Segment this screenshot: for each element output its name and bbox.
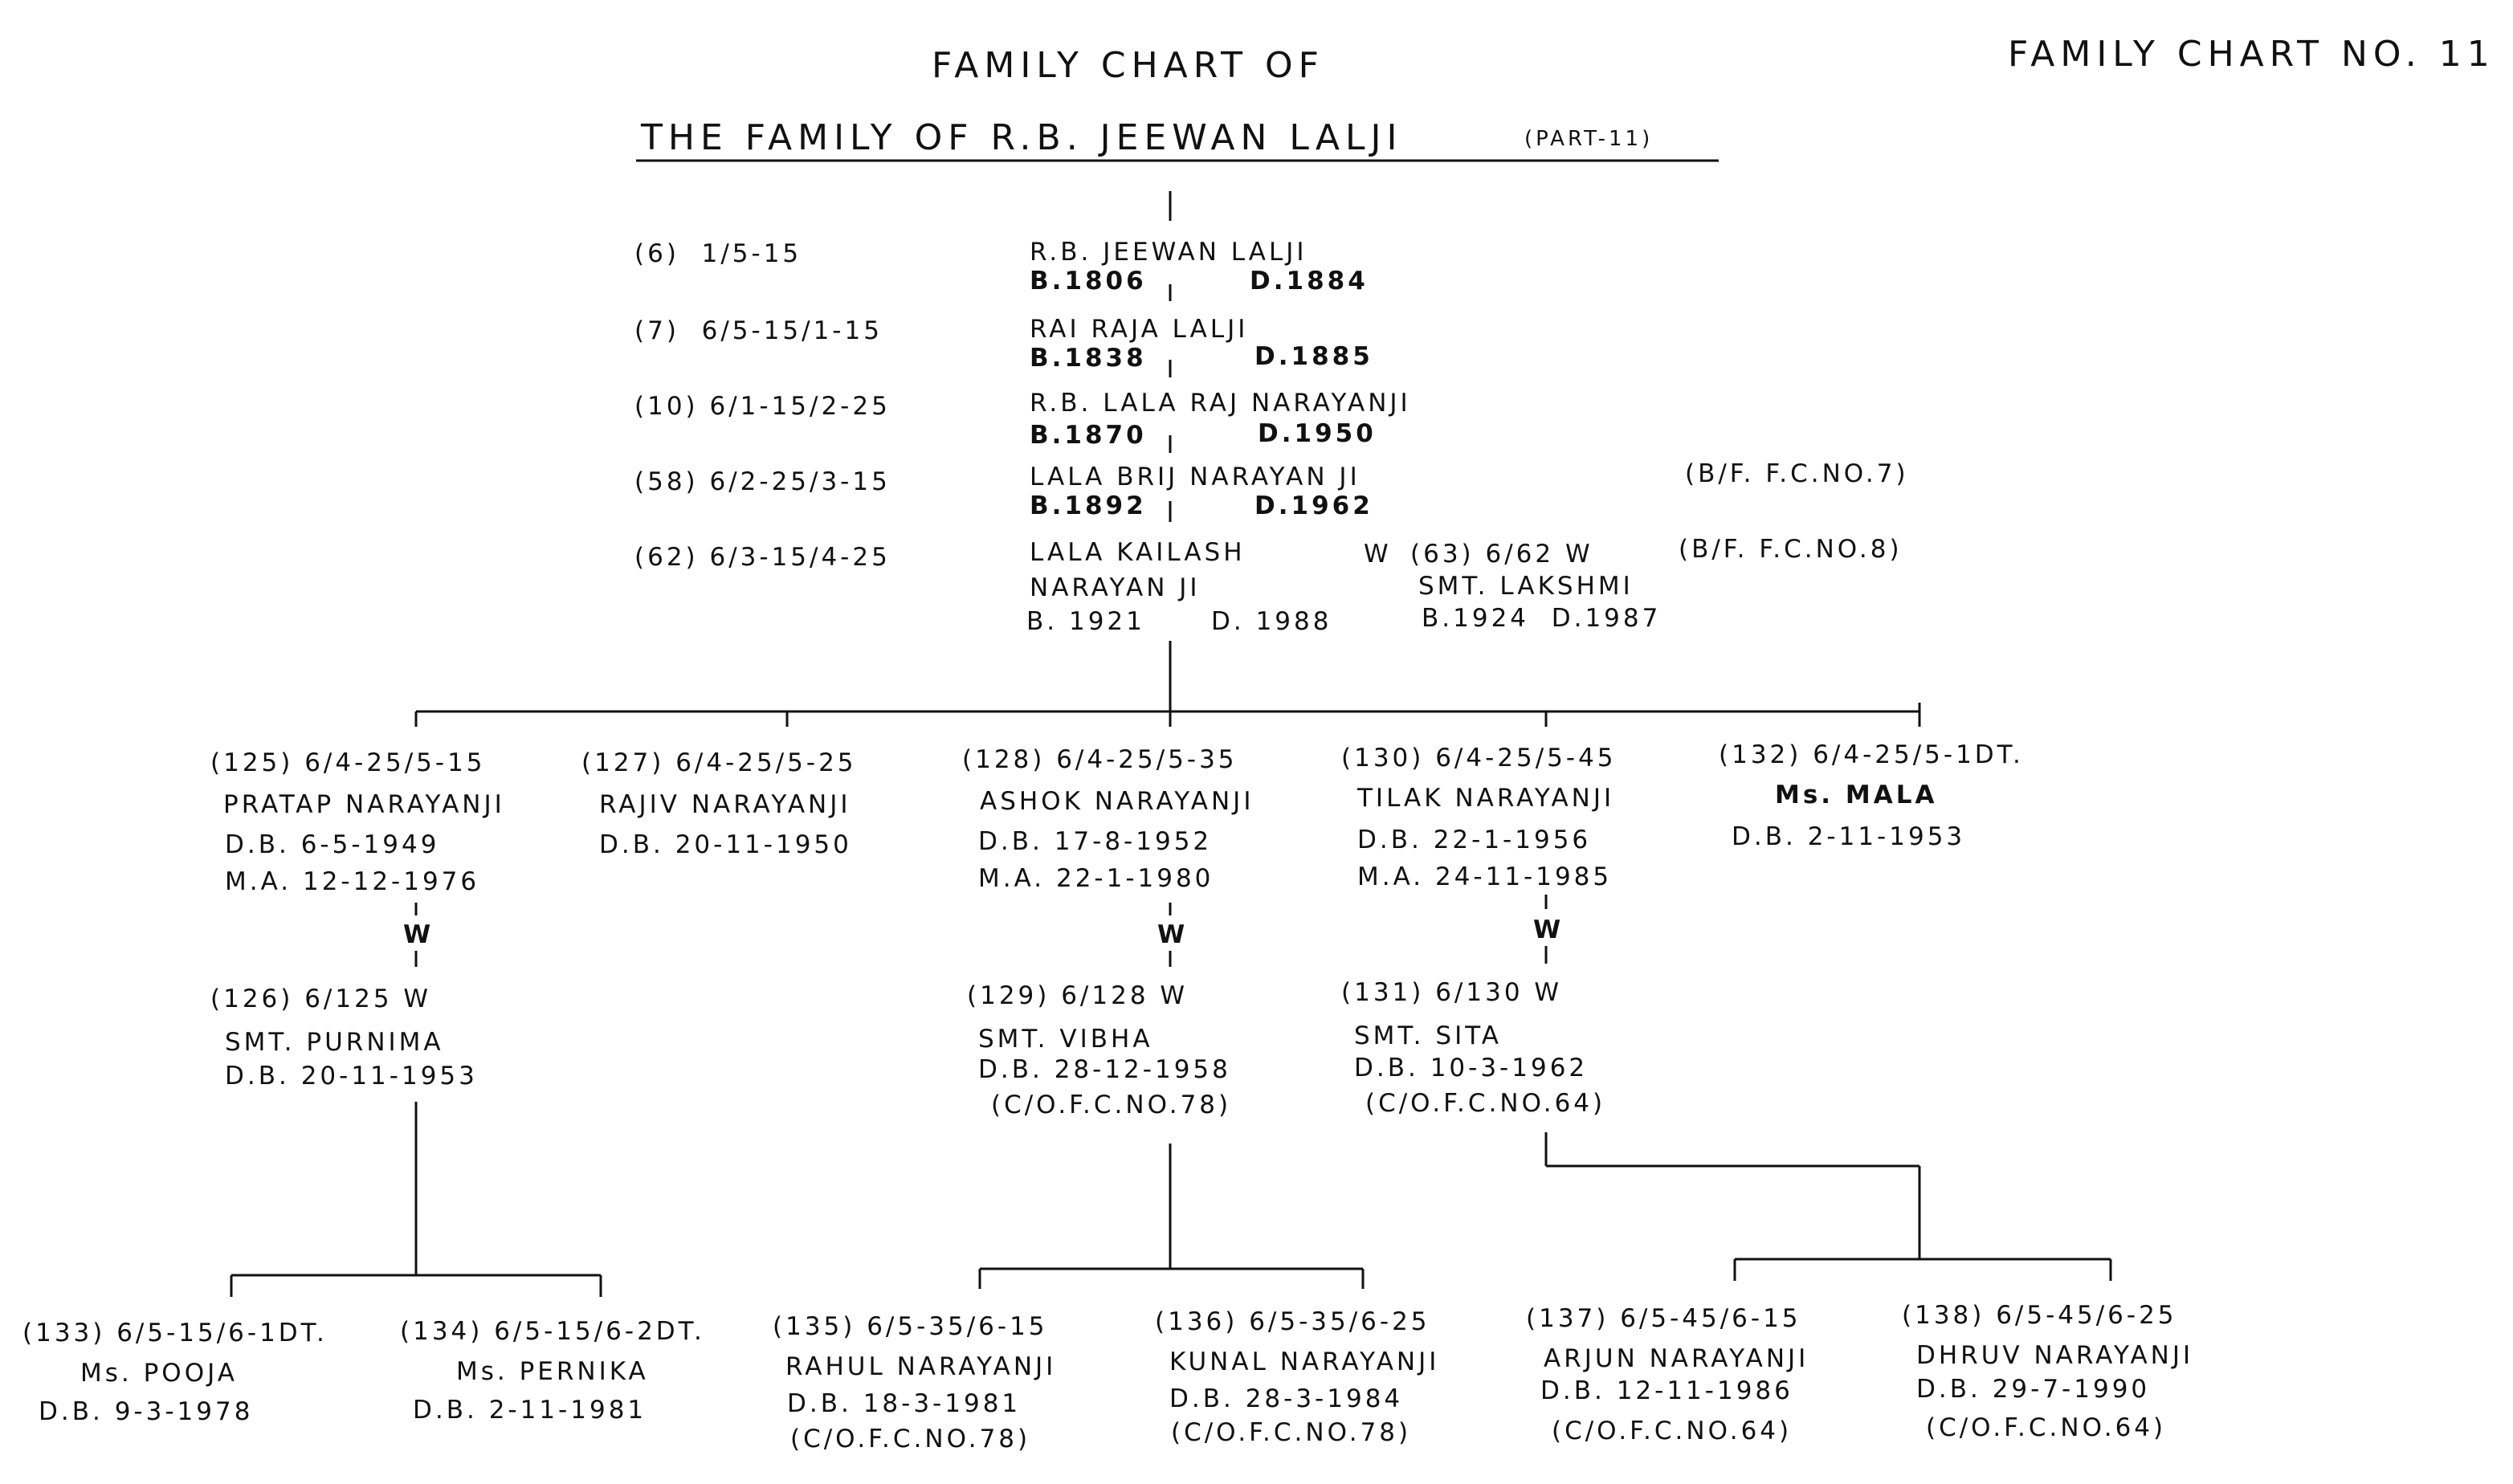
- kailash-code: (62) 6/3-15/4-25: [634, 543, 891, 572]
- child-name: ASHOK NARAYANJI: [980, 787, 1254, 816]
- lineage-died: D.1950: [1258, 419, 1377, 448]
- grandchild-code: (136) 6/5-35/6-25: [1155, 1307, 1430, 1336]
- grandchild-name: ARJUN NARAYANJI: [1544, 1344, 1809, 1373]
- grandchild-name: DHRUV NARAYANJI: [1916, 1341, 2194, 1370]
- lineage-died: D.1884: [1250, 267, 1369, 296]
- child-dob: D.B. 17-8-1952: [978, 827, 1213, 856]
- grandchild-name: KUNAL NARAYANJI: [1169, 1347, 1440, 1376]
- child-name: Ms. MALA: [1775, 781, 1938, 809]
- wife-marker: W: [1364, 540, 1392, 569]
- lineage-born: B.1892: [1030, 491, 1147, 520]
- wife-marker: W: [403, 920, 434, 949]
- child-code: (128) 6/4-25/5-35: [962, 745, 1238, 774]
- grandchild-name: Ms. PERNIKA: [456, 1357, 649, 1386]
- child-dob: D.B. 6-5-1949: [225, 830, 440, 859]
- lineage-reference: (B/F. F.C.NO.7): [1685, 459, 1909, 488]
- spouse-reference: (C/O.F.C.NO.78): [991, 1091, 1232, 1119]
- grandchild-code: (137) 6/5-45/6-15: [1526, 1304, 1801, 1333]
- grandchild-code: (135) 6/5-35/6-15: [773, 1312, 1048, 1341]
- chart-title-line2: THE FAMILY OF R.B. JEEWAN LALJI: [641, 117, 1403, 158]
- child-dob: D.B. 2-11-1953: [1732, 822, 1966, 851]
- lineage-code: (58) 6/2-25/3-15: [634, 467, 891, 496]
- lineage-born: B.1838: [1030, 344, 1147, 373]
- child-dob: D.B. 22-1-1956: [1357, 826, 1592, 854]
- kailash-name-line2: NARAYAN JI: [1030, 573, 1201, 602]
- grandchild-code: (134) 6/5-15/6-2DT.: [400, 1317, 705, 1346]
- grandchild-reference: (C/O.F.C.NO.78): [790, 1425, 1031, 1453]
- spouse-dob: D.B. 20-11-1953: [225, 1062, 478, 1091]
- child-code: (132) 6/4-25/5-1DT.: [1719, 740, 2024, 769]
- child-code: (127) 6/4-25/5-25: [581, 748, 857, 777]
- grandchild-reference: (C/O.F.C.NO.64): [1552, 1417, 1793, 1445]
- grandchild-reference: (C/O.F.C.NO.78): [1171, 1418, 1412, 1447]
- wife-marker: W: [1533, 915, 1565, 944]
- grandchild-dob: D.B. 12-11-1986: [1540, 1376, 1793, 1405]
- grandchild-name: RAHUL NARAYANJI: [785, 1352, 1057, 1381]
- kailash-born: B. 1921: [1026, 607, 1145, 636]
- chart-part-label: (PART-11): [1524, 127, 1654, 151]
- child-name: PRATAP NARAYANJI: [223, 790, 505, 819]
- spouse-name: SMT. SITA: [1354, 1021, 1502, 1050]
- kailash-name-line1: LALA KAILASH: [1030, 538, 1246, 567]
- child-marriage: M.A. 12-12-1976: [225, 867, 480, 896]
- spouse-dob: D.B. 10-3-1962: [1354, 1054, 1589, 1082]
- child-marriage: M.A. 22-1-1980: [978, 864, 1214, 893]
- lineage-code: (6) 1/5-15: [634, 239, 802, 268]
- kailash-died: D. 1988: [1211, 607, 1332, 636]
- chart-title-line1: FAMILY CHART OF: [932, 45, 1324, 86]
- spouse-code: (129) 6/128 W: [967, 981, 1189, 1010]
- grandchild-dob: D.B. 28-3-1984: [1169, 1384, 1404, 1413]
- child-code: (130) 6/4-25/5-45: [1341, 744, 1617, 773]
- spouse-code: (131) 6/130 W: [1341, 978, 1563, 1007]
- lineage-name: LALA BRIJ NARAYAN JI: [1030, 463, 1361, 491]
- lineage-code: (7) 6/5-15/1-15: [634, 316, 883, 345]
- lakshmi-name: SMT. LAKSHMI: [1418, 572, 1634, 601]
- spouse-dob: D.B. 28-12-1958: [978, 1055, 1231, 1084]
- spouse-name: SMT. PURNIMA: [225, 1028, 444, 1057]
- grandchild-dob: D.B. 29-7-1990: [1916, 1375, 2151, 1404]
- kailash-reference: (B/F. F.C.NO.8): [1679, 535, 1903, 564]
- lineage-born: B.1806: [1030, 267, 1147, 296]
- spouse-name: SMT. VIBHA: [978, 1025, 1153, 1054]
- child-marriage: M.A. 24-11-1985: [1357, 862, 1613, 891]
- child-name: RAJIV NARAYANJI: [599, 790, 851, 819]
- grandchild-dob: D.B. 18-3-1981: [787, 1389, 1022, 1418]
- wife-marker: W: [1157, 920, 1189, 949]
- grandchild-code: (138) 6/5-45/6-25: [1902, 1301, 2177, 1330]
- child-name: TILAK NARAYANJI: [1357, 784, 1615, 813]
- child-dob: D.B. 20-11-1950: [599, 830, 852, 859]
- lineage-name: R.B. LALA RAJ NARAYANJI: [1030, 389, 1411, 418]
- chart-number: FAMILY CHART NO. 11: [2008, 34, 2495, 75]
- lineage-name: RAI RAJA LALJI: [1030, 315, 1249, 344]
- lineage-name: R.B. JEEWAN LALJI: [1030, 238, 1307, 267]
- grandchild-code: (133) 6/5-15/6-1DT.: [22, 1319, 328, 1347]
- grandchild-dob: D.B. 2-11-1981: [413, 1396, 647, 1425]
- grandchild-name: Ms. POOJA: [80, 1359, 238, 1388]
- lineage-died: D.1885: [1254, 342, 1373, 371]
- lakshmi-dates: B.1924 D.1987: [1422, 604, 1662, 633]
- grandchild-dob: D.B. 9-3-1978: [39, 1397, 254, 1426]
- spouse-reference: (C/O.F.C.NO.64): [1365, 1089, 1606, 1118]
- spouse-code: (126) 6/125 W: [210, 985, 432, 1013]
- lineage-died: D.1962: [1254, 491, 1373, 520]
- lakshmi-code: (63) 6/62 W: [1410, 540, 1593, 569]
- grandchild-reference: (C/O.F.C.NO.64): [1926, 1413, 2167, 1442]
- lineage-born: B.1870: [1030, 421, 1147, 450]
- lineage-code: (10) 6/1-15/2-25: [634, 392, 891, 421]
- child-code: (125) 6/4-25/5-15: [210, 748, 486, 777]
